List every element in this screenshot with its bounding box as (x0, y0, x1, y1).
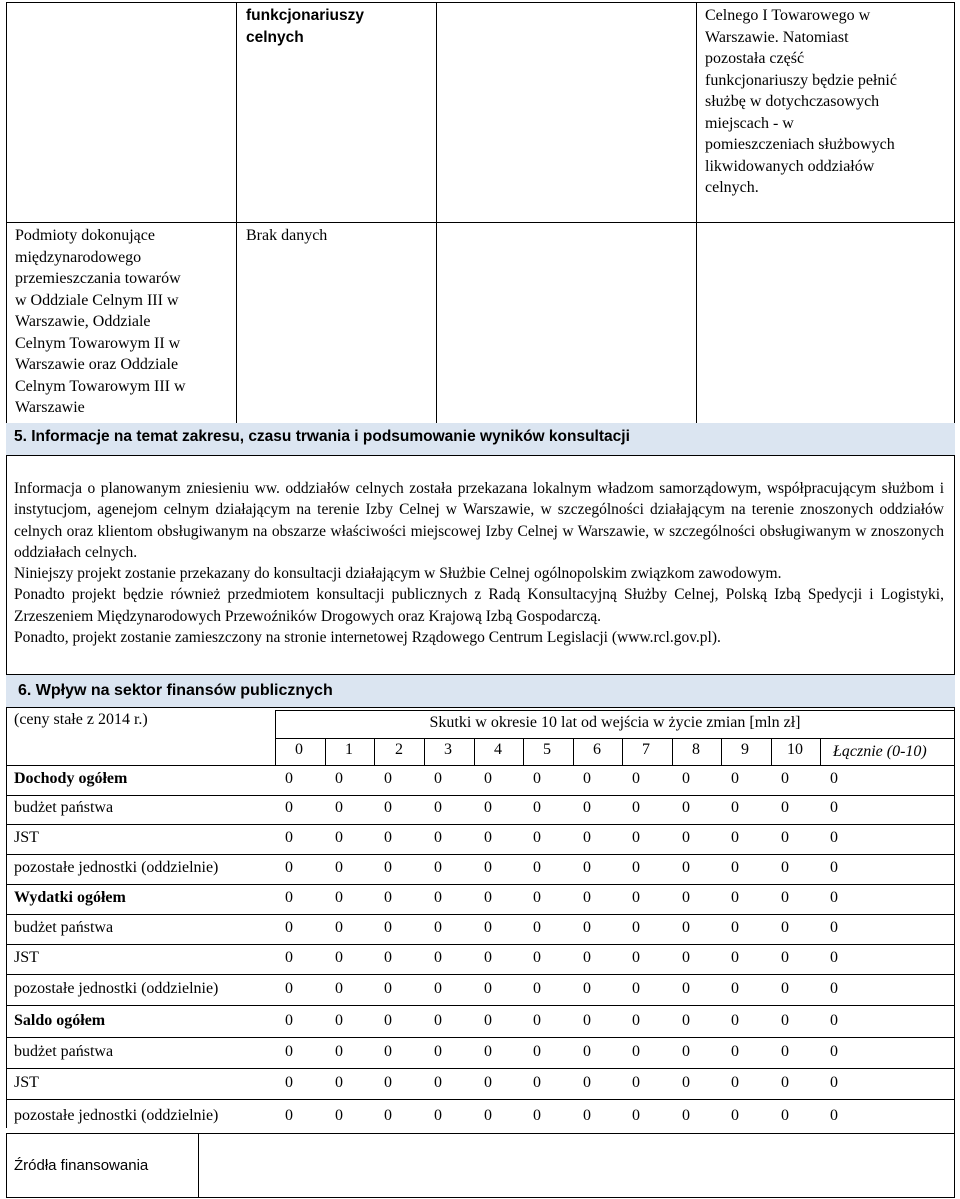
value-cell: 0 (434, 770, 442, 787)
value-cell: 0 (731, 889, 739, 906)
value-cell: 0 (335, 919, 343, 936)
value-cell: 0 (434, 1107, 442, 1124)
value-cell: 0 (533, 980, 541, 997)
row1-col3-line: służbę w dotychczasowych (705, 93, 880, 110)
row2-col1-text (15, 225, 233, 419)
value-cell: 0 (484, 980, 492, 997)
row2-col1-line: przemieszczania towarów (15, 270, 181, 287)
value-cell: 0 (583, 919, 591, 936)
value-cell: 0 (484, 770, 492, 787)
value-cell: 0 (335, 770, 343, 787)
value-cell: 0 (384, 1043, 392, 1060)
value-cell: 0 (384, 980, 392, 997)
row-label: JST (14, 829, 39, 846)
value-cell: 0 (682, 949, 690, 966)
value-cell: 0 (682, 829, 690, 846)
value-cell: 0 (285, 1043, 293, 1060)
value-cell: 0 (484, 1107, 492, 1124)
value-cell: 0 (632, 1107, 640, 1124)
value-cell: 0 (583, 1107, 591, 1124)
value-cell: 0 (731, 859, 739, 876)
value-cell: 0 (781, 859, 789, 876)
value-cell: 0 (335, 949, 343, 966)
value-cell: 0 (533, 1107, 541, 1124)
value-cell: 0 (533, 829, 541, 846)
value-cell: 0 (533, 1074, 541, 1091)
value-cell: 0 (533, 770, 541, 787)
value-cell: 0 (484, 799, 492, 816)
row1-col3-text (705, 5, 950, 199)
value-cell: 0 (632, 859, 640, 876)
value-cell: 0 (731, 1074, 739, 1091)
section5-paragraph: Ponadto projekt będzie również przedmiotem konsultacji publicznych z Radą Konsultacyjną Służby Celnej, Polską Izbą Spedycji i Logistyki, Zrzeszeniem Międzynarodowych Przewoźników Drogowych oraz Krajową Izbą Gospodarczą. (14, 586, 944, 625)
value-cell: 0 (533, 799, 541, 816)
value-cell: 0 (384, 829, 392, 846)
year-header: 6 (593, 741, 601, 758)
value-cell: 0 (335, 889, 343, 906)
value-cell: 0 (632, 889, 640, 906)
value-cell: 0 (632, 829, 640, 846)
row-label: budżet państwa (14, 919, 114, 936)
value-cell: 0 (731, 949, 739, 966)
value-cell: 0 (384, 770, 392, 787)
row2-col1-line: Warszawie, Oddziale (15, 313, 151, 330)
value-cell: 0 (583, 770, 591, 787)
year-header: 3 (444, 741, 452, 758)
value-cell: 0 (682, 1074, 690, 1091)
value-cell: 0 (583, 1043, 591, 1060)
value-cell: 0 (781, 1043, 789, 1060)
value-cell: 0 (583, 1012, 591, 1029)
value-cell: 0 (632, 1012, 640, 1029)
year-header: 1 (345, 741, 353, 758)
value-cell: 0 (484, 1012, 492, 1029)
row-label: budżet państwa (14, 799, 114, 816)
value-cell: 0 (285, 829, 293, 846)
value-cell: 0 (533, 1012, 541, 1029)
value-cell: 0 (781, 919, 789, 936)
value-cell: 0 (731, 919, 739, 936)
value-cell: 0 (583, 949, 591, 966)
value-cell: 0 (384, 949, 392, 966)
value-cell: 0 (533, 889, 541, 906)
value-cell: 0 (682, 799, 690, 816)
row1-col3-line: funkcjonariuszy będzie pełnić (705, 71, 897, 89)
value-cell: 0 (830, 1074, 838, 1091)
section5-paragraph: Niniejszy projekt zostanie przekazany do konsultacji działającym w Służbie Celnej ogólnopolskim związkom zawodowym. (14, 565, 782, 583)
value-cell: 0 (731, 1043, 739, 1060)
value-cell: 0 (335, 859, 343, 876)
value-cell: 0 (781, 770, 789, 787)
row-label: pozostałe jednostki (oddzielnie) (14, 980, 219, 997)
row-label: Saldo ogółem (14, 1012, 106, 1029)
row-label: pozostałe jednostki (oddzielnie) (14, 1107, 219, 1124)
value-cell: 0 (434, 1043, 442, 1060)
value-cell: 0 (583, 980, 591, 997)
value-cell: 0 (335, 799, 343, 816)
value-cell: 0 (731, 1012, 739, 1029)
section5-paragraph: Ponadto, projekt zostanie zamieszczony na stronie internetowej Rządowego Centrum Legislacji (www.rcl.gov.pl). (14, 629, 721, 647)
value-cell: 0 (830, 949, 838, 966)
section5-heading: 5. Informacje na temat zakresu, czasu trwania i podsumowanie wyników konsultacji (14, 428, 630, 445)
row1-col3-line: likwidowanych oddziałów (705, 157, 875, 175)
row2-col1-line: w Oddziale Celnym III w (15, 291, 179, 309)
value-cell: 0 (285, 1107, 293, 1124)
year-header: 2 (395, 741, 403, 758)
row2-col1-line: Warszawie oraz Oddziale (15, 356, 179, 373)
value-cell: 0 (830, 980, 838, 997)
value-cell: 0 (484, 949, 492, 966)
value-cell: 0 (484, 829, 492, 846)
total-header: Łącznie (0-10) (833, 743, 927, 760)
value-cell: 0 (484, 859, 492, 876)
row-label: budżet państwa (14, 1043, 114, 1060)
value-cell: 0 (781, 980, 789, 997)
value-cell: 0 (285, 770, 293, 787)
value-cell: 0 (434, 1012, 442, 1029)
value-cell: 0 (335, 1107, 343, 1124)
value-cell: 0 (285, 1012, 293, 1029)
row1-col3-line: pomieszczeniach służbowych (705, 136, 895, 153)
value-cell: 0 (285, 919, 293, 936)
value-cell: 0 (682, 770, 690, 787)
value-cell: 0 (285, 949, 293, 966)
value-cell: 0 (434, 919, 442, 936)
value-cell: 0 (781, 1012, 789, 1029)
row2-col1-line: Celnym Towarowym III w (15, 377, 186, 395)
value-cell: 0 (533, 1043, 541, 1060)
row-label: Dochody ogółem (14, 770, 128, 787)
value-cell: 0 (632, 919, 640, 936)
value-cell: 0 (682, 980, 690, 997)
value-cell: 0 (731, 770, 739, 787)
row1-col3-line: celnych. (705, 179, 759, 196)
value-cell: 0 (632, 949, 640, 966)
value-cell: 0 (434, 799, 442, 816)
row1-col3-line: pozostała część (705, 50, 805, 67)
value-cell: 0 (632, 799, 640, 816)
value-cell: 0 (781, 1074, 789, 1091)
year-header: 4 (494, 741, 502, 758)
value-cell: 0 (830, 1043, 838, 1060)
value-cell: 0 (830, 1107, 838, 1124)
value-cell: 0 (830, 770, 838, 787)
value-cell: 0 (335, 1012, 343, 1029)
value-cell: 0 (583, 829, 591, 846)
row-label: pozostałe jednostki (oddzielnie) (14, 859, 219, 876)
row2-col1-line: Celnym Towarowym II w (15, 334, 181, 352)
value-cell: 0 (384, 889, 392, 906)
value-cell: 0 (682, 919, 690, 936)
value-cell: 0 (830, 799, 838, 816)
value-cell: 0 (335, 980, 343, 997)
value-cell: 0 (781, 1107, 789, 1124)
value-cell: 0 (682, 1043, 690, 1060)
value-cell: 0 (830, 1012, 838, 1029)
row-label: JST (14, 949, 39, 966)
row2-col1-line: Podmioty dokonujące (15, 227, 155, 244)
value-cell: 0 (335, 1043, 343, 1060)
value-cell: 0 (285, 980, 293, 997)
value-cell: 0 (384, 799, 392, 816)
value-cell: 0 (781, 949, 789, 966)
value-cell: 0 (384, 919, 392, 936)
value-cell: 0 (384, 1107, 392, 1124)
value-cell: 0 (384, 859, 392, 876)
value-cell: 0 (632, 770, 640, 787)
value-cell: 0 (484, 889, 492, 906)
value-cell: 0 (781, 799, 789, 816)
row1-col2-text: funkcjonariuszy celnych (246, 7, 364, 46)
value-cell: 0 (731, 1107, 739, 1124)
row1-col3-line: Warszawie. Natomiast (705, 28, 849, 46)
year-header: 8 (692, 741, 700, 758)
value-cell: 0 (484, 1074, 492, 1091)
value-cell: 0 (533, 919, 541, 936)
year-header: 5 (543, 741, 551, 758)
value-cell: 0 (731, 799, 739, 816)
row2-col1-line: międzynarodowego (15, 248, 142, 266)
value-cell: 0 (533, 949, 541, 966)
value-cell: 0 (335, 1074, 343, 1091)
year-header: 9 (741, 741, 749, 758)
value-cell: 0 (632, 1074, 640, 1091)
value-cell: 0 (682, 1012, 690, 1029)
row-label: JST (14, 1074, 39, 1091)
funding-label: Źródła finansowania (14, 1157, 149, 1174)
year-header: 10 (787, 741, 803, 758)
row2-col2-text: Brak danych (246, 227, 328, 244)
year-header: 0 (295, 741, 303, 758)
value-cell: 0 (285, 889, 293, 906)
year-header: 7 (642, 741, 650, 758)
row2-col1-line: Warszawie (15, 399, 85, 416)
value-cell: 0 (830, 919, 838, 936)
value-cell: 0 (632, 980, 640, 997)
value-cell: 0 (632, 1043, 640, 1060)
section5-body (14, 478, 944, 648)
value-cell: 0 (434, 980, 442, 997)
section6-heading: 6. Wpływ na sektor finansów publicznych (18, 682, 333, 699)
row1-col3-line: Celnego I Towarowego w (705, 7, 871, 24)
value-cell: 0 (830, 829, 838, 846)
value-cell: 0 (434, 889, 442, 906)
section5-paragraph: Informacja o planowanym zniesieniu ww. oddziałów celnych została przekazana lokalnym władzom samorządowym, współpracującym służbom i instytucjom, agenejom celnym działającym na terenie Izby Celnej w Warszawie, w szczególności działającym na terenie znoszonych oddziałów celnych oraz klientom obsługiwanym na obszarze właściwości miejscowej Izby Celnej w Warszawie, w szczególności obsługiwanym w znoszonych oddziałach celnych. (14, 480, 944, 561)
value-cell: 0 (434, 1074, 442, 1091)
value-cell: 0 (434, 859, 442, 876)
value-cell: 0 (285, 859, 293, 876)
value-cell: 0 (384, 1074, 392, 1091)
value-cell: 0 (682, 1107, 690, 1124)
value-cell: 0 (781, 889, 789, 906)
value-cell: 0 (781, 829, 789, 846)
value-cell: 0 (335, 829, 343, 846)
value-cell: 0 (682, 889, 690, 906)
value-cell: 0 (682, 859, 690, 876)
value-cell: 0 (484, 1043, 492, 1060)
value-cell: 0 (533, 859, 541, 876)
effects-header: Skutki w okresie 10 lat od wejścia w życie zmian [mln zł] (429, 714, 801, 731)
value-cell: 0 (731, 829, 739, 846)
value-cell: 0 (731, 980, 739, 997)
value-cell: 0 (484, 919, 492, 936)
value-cell: 0 (583, 1074, 591, 1091)
prices-note: (ceny stałe z 2014 r.) (14, 711, 148, 728)
value-cell: 0 (285, 1074, 293, 1091)
row1-col3-line: miejscach - w (705, 114, 794, 132)
value-cell: 0 (434, 829, 442, 846)
value-cell: 0 (285, 799, 293, 816)
value-cell: 0 (434, 949, 442, 966)
value-cell: 0 (830, 889, 838, 906)
row-label: Wydatki ogółem (14, 889, 126, 906)
value-cell: 0 (583, 889, 591, 906)
value-cell: 0 (583, 799, 591, 816)
value-cell: 0 (830, 859, 838, 876)
value-cell: 0 (384, 1012, 392, 1029)
value-cell: 0 (583, 859, 591, 876)
